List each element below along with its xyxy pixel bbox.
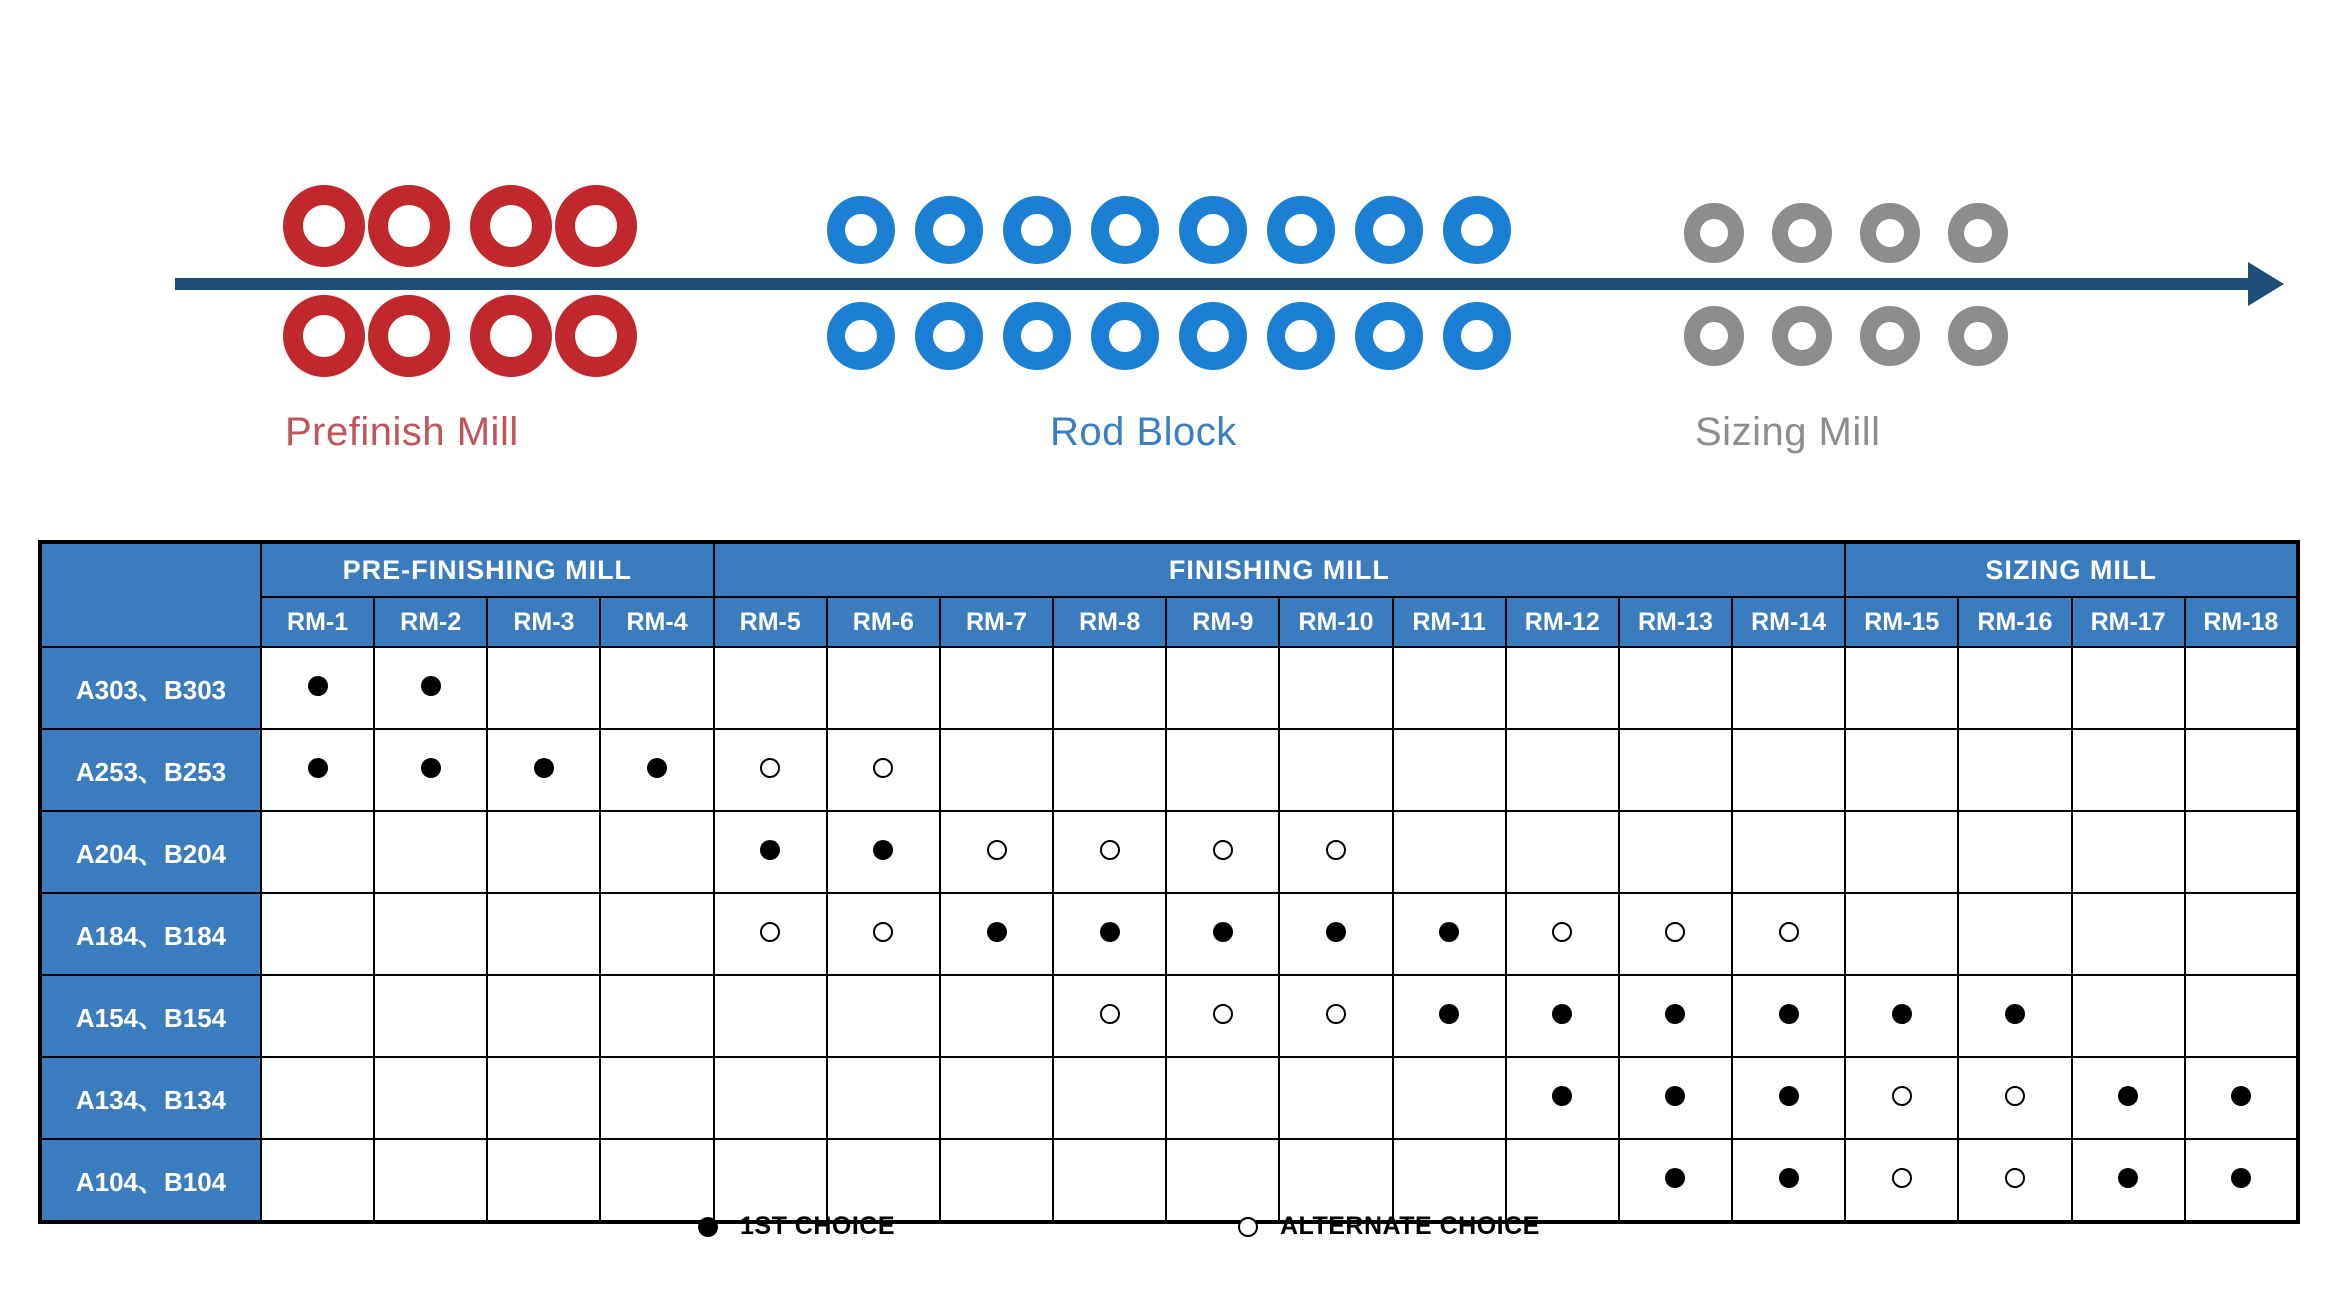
- matrix-cell-rm-14: [1732, 975, 1845, 1057]
- label-sizing-mill: Sizing Mill: [1695, 410, 1881, 454]
- table-row: [40, 647, 2298, 729]
- matrix-cell-rm-3: [487, 1057, 600, 1139]
- matrix-cell-rm-1: [261, 647, 374, 729]
- matrix-cell-rm-5: [714, 729, 827, 811]
- roll-ring-blue-bottom-6: [1267, 302, 1335, 370]
- roll-ring-red-top-1: [283, 185, 365, 267]
- matrix-cell-rm-13: [1619, 893, 1732, 975]
- roll-ring-gray-top-4: [1948, 203, 2008, 263]
- open-circle-icon: [1238, 1217, 1258, 1237]
- roll-ring-gray-top-3: [1860, 203, 1920, 263]
- matrix-cell-rm-17: [2072, 975, 2185, 1057]
- matrix-cell-rm-3: [487, 811, 600, 893]
- matrix-cell-rm-1: [261, 1057, 374, 1139]
- matrix-column-header-rm-6: RM-6: [827, 597, 940, 647]
- matrix-column-header-rm-3: RM-3: [487, 597, 600, 647]
- roll-ring-blue-bottom-8: [1443, 302, 1511, 370]
- matrix-cell-rm-18: [2185, 647, 2298, 729]
- filled-circle-icon: [1213, 922, 1233, 942]
- matrix-cell-rm-9: [1166, 893, 1279, 975]
- matrix-row-header: A253、B253: [40, 729, 261, 811]
- roll-ring-red-top-2: [368, 185, 450, 267]
- matrix-cell-rm-17: [2072, 1057, 2185, 1139]
- matrix-cell-rm-11: [1393, 811, 1506, 893]
- matrix-cell-rm-9: [1166, 647, 1279, 729]
- matrix-cell-rm-11: [1393, 893, 1506, 975]
- matrix-cell-rm-2: [374, 811, 487, 893]
- matrix-cell-rm-2: [374, 893, 487, 975]
- matrix-cell-rm-15: [1845, 893, 1958, 975]
- matrix-column-header-rm-1: RM-1: [261, 597, 374, 647]
- matrix-cell-rm-2: [374, 647, 487, 729]
- filled-circle-icon: [1326, 922, 1346, 942]
- roll-ring-red-bottom-3: [470, 295, 552, 377]
- roll-ring-gray-bottom-2: [1772, 306, 1832, 366]
- matrix-cell-rm-9: [1166, 1057, 1279, 1139]
- matrix-cell-rm-6: [827, 893, 940, 975]
- matrix-cell-rm-11: [1393, 975, 1506, 1057]
- matrix-cell-rm-17: [2072, 647, 2185, 729]
- matrix-cell-rm-15: [1845, 811, 1958, 893]
- matrix-cell-rm-8: [1053, 729, 1166, 811]
- open-circle-icon: [1100, 1004, 1120, 1024]
- matrix-group-header: PRE-FINISHING MILL: [261, 542, 714, 597]
- matrix-cell-rm-8: [1053, 647, 1166, 729]
- matrix-cell-rm-11: [1393, 729, 1506, 811]
- filled-circle-icon: [987, 922, 1007, 942]
- matrix-cell-rm-12: [1506, 729, 1619, 811]
- matrix-column-header-rm-8: RM-8: [1053, 597, 1166, 647]
- matrix-column-header-rm-12: RM-12: [1506, 597, 1619, 647]
- filled-circle-icon: [421, 676, 441, 696]
- matrix-column-header-rm-7: RM-7: [940, 597, 1053, 647]
- matrix-cell-rm-7: [940, 893, 1053, 975]
- open-circle-icon: [1213, 840, 1233, 860]
- matrix-cell-rm-3: [487, 729, 600, 811]
- matrix-cell-rm-5: [714, 647, 827, 729]
- open-circle-icon: [760, 758, 780, 778]
- matrix-column-header-rm-15: RM-15: [1845, 597, 1958, 647]
- roll-ring-blue-top-5: [1179, 196, 1247, 264]
- matrix-cell-rm-13: [1619, 975, 1732, 1057]
- matrix-row-header: A154、B154: [40, 975, 261, 1057]
- matrix-cell-rm-14: [1732, 1057, 1845, 1139]
- roll-ring-blue-bottom-1: [827, 302, 895, 370]
- filled-circle-icon: [760, 840, 780, 860]
- matrix-cell-rm-2: [374, 975, 487, 1057]
- matrix-cell-rm-16: [1958, 729, 2071, 811]
- matrix-cell-rm-12: [1506, 893, 1619, 975]
- roll-ring-blue-top-4: [1091, 196, 1159, 264]
- legend-first-choice-label: 1ST CHOICE: [740, 1212, 896, 1240]
- roll-ring-gray-top-2: [1772, 203, 1832, 263]
- matrix-cell-rm-7: [940, 729, 1053, 811]
- mill-layout-schematic: [0, 0, 2338, 520]
- filled-circle-icon: [1439, 922, 1459, 942]
- filled-circle-icon: [1665, 1168, 1685, 1188]
- open-circle-icon: [760, 922, 780, 942]
- matrix-cell-rm-6: [827, 729, 940, 811]
- matrix-cell-rm-5: [714, 811, 827, 893]
- filled-circle-icon: [1665, 1086, 1685, 1106]
- filled-circle-icon: [2231, 1086, 2251, 1106]
- roll-ring-blue-top-6: [1267, 196, 1335, 264]
- label-prefinish-mill: Prefinish Mill: [285, 410, 519, 454]
- matrix-row-header: A184、B184: [40, 893, 261, 975]
- roll-ring-blue-top-7: [1355, 196, 1423, 264]
- matrix-cell-rm-17: [2072, 893, 2185, 975]
- stand-selection-matrix: [38, 540, 2300, 1224]
- matrix-cell-rm-9: [1166, 729, 1279, 811]
- roll-ring-blue-top-3: [1003, 196, 1071, 264]
- roll-ring-blue-bottom-2: [915, 302, 983, 370]
- table-row: [40, 893, 2298, 975]
- matrix-column-header-rm-17: RM-17: [2072, 597, 2185, 647]
- matrix-column-header-rm-18: RM-18: [2185, 597, 2298, 647]
- filled-circle-icon: [698, 1217, 718, 1237]
- rolling-direction-arrow-icon: [2248, 262, 2284, 306]
- matrix-cell-rm-12: [1506, 1057, 1619, 1139]
- matrix-cell-rm-15: [1845, 1057, 1958, 1139]
- matrix-group-header: SIZING MILL: [1845, 542, 2298, 597]
- matrix-cell-rm-17: [2072, 811, 2185, 893]
- legend: [38, 1200, 2300, 1260]
- matrix-table: [38, 540, 2300, 1224]
- roll-ring-red-bottom-1: [283, 295, 365, 377]
- matrix-cell-rm-8: [1053, 893, 1166, 975]
- open-circle-icon: [1326, 1004, 1346, 1024]
- roll-ring-red-top-4: [555, 185, 637, 267]
- matrix-cell-rm-16: [1958, 811, 2071, 893]
- roll-ring-gray-bottom-3: [1860, 306, 1920, 366]
- matrix-cell-rm-12: [1506, 647, 1619, 729]
- filled-circle-icon: [2231, 1168, 2251, 1188]
- filled-circle-icon: [1100, 922, 1120, 942]
- filled-circle-icon: [2118, 1168, 2138, 1188]
- matrix-cell-rm-18: [2185, 975, 2298, 1057]
- matrix-column-header-rm-10: RM-10: [1279, 597, 1392, 647]
- roll-ring-blue-bottom-4: [1091, 302, 1159, 370]
- matrix-body: [40, 647, 2298, 1222]
- matrix-cell-rm-13: [1619, 647, 1732, 729]
- open-circle-icon: [2005, 1168, 2025, 1188]
- matrix-cell-rm-1: [261, 729, 374, 811]
- matrix-cell-rm-13: [1619, 729, 1732, 811]
- matrix-head: [40, 542, 2298, 647]
- matrix-cell-rm-15: [1845, 975, 1958, 1057]
- matrix-group-row: [40, 542, 2298, 597]
- matrix-cell-rm-1: [261, 975, 374, 1057]
- roll-ring-gray-bottom-1: [1684, 306, 1744, 366]
- table-row: [40, 1057, 2298, 1139]
- matrix-cell-rm-16: [1958, 1057, 2071, 1139]
- filled-circle-icon: [647, 758, 667, 778]
- matrix-row-header: A204、B204: [40, 811, 261, 893]
- open-circle-icon: [1779, 922, 1799, 942]
- matrix-cell-rm-4: [600, 647, 713, 729]
- matrix-cell-rm-4: [600, 893, 713, 975]
- matrix-column-header-rm-14: RM-14: [1732, 597, 1845, 647]
- matrix-cell-rm-8: [1053, 975, 1166, 1057]
- matrix-cell-rm-14: [1732, 647, 1845, 729]
- open-circle-icon: [1892, 1168, 1912, 1188]
- matrix-cell-rm-15: [1845, 647, 1958, 729]
- matrix-group-header: FINISHING MILL: [714, 542, 1846, 597]
- filled-circle-icon: [1779, 1168, 1799, 1188]
- table-row: [40, 729, 2298, 811]
- matrix-cell-rm-18: [2185, 729, 2298, 811]
- matrix-column-header-rm-2: RM-2: [374, 597, 487, 647]
- roll-ring-blue-top-8: [1443, 196, 1511, 264]
- matrix-column-header-rm-4: RM-4: [600, 597, 713, 647]
- matrix-cell-rm-8: [1053, 1057, 1166, 1139]
- roll-ring-blue-bottom-7: [1355, 302, 1423, 370]
- matrix-cell-rm-16: [1958, 647, 2071, 729]
- matrix-column-header-rm-16: RM-16: [1958, 597, 2071, 647]
- filled-circle-icon: [1439, 1004, 1459, 1024]
- roll-ring-blue-top-2: [915, 196, 983, 264]
- matrix-cell-rm-4: [600, 729, 713, 811]
- matrix-cell-rm-3: [487, 647, 600, 729]
- matrix-cell-rm-10: [1279, 893, 1392, 975]
- filled-circle-icon: [1892, 1004, 1912, 1024]
- open-circle-icon: [873, 758, 893, 778]
- matrix-cell-rm-10: [1279, 647, 1392, 729]
- matrix-row-header: A134、B134: [40, 1057, 261, 1139]
- matrix-cell-rm-6: [827, 975, 940, 1057]
- roll-ring-red-bottom-4: [555, 295, 637, 377]
- table-row: [40, 975, 2298, 1057]
- matrix-cell-rm-7: [940, 811, 1053, 893]
- legend-alternate-choice-label: ALTERNATE CHOICE: [1280, 1212, 1540, 1240]
- matrix-cell-rm-11: [1393, 647, 1506, 729]
- matrix-column-header-rm-13: RM-13: [1619, 597, 1732, 647]
- filled-circle-icon: [1779, 1004, 1799, 1024]
- matrix-cell-rm-9: [1166, 811, 1279, 893]
- matrix-row-header: A303、B303: [40, 647, 261, 729]
- matrix-column-header-rm-9: RM-9: [1166, 597, 1279, 647]
- matrix-cell-rm-14: [1732, 893, 1845, 975]
- filled-circle-icon: [2118, 1086, 2138, 1106]
- matrix-cell-rm-18: [2185, 811, 2298, 893]
- matrix-cell-rm-18: [2185, 893, 2298, 975]
- roll-ring-blue-bottom-3: [1003, 302, 1071, 370]
- roll-ring-red-bottom-2: [368, 295, 450, 377]
- matrix-cell-rm-11: [1393, 1057, 1506, 1139]
- matrix-cell-rm-10: [1279, 975, 1392, 1057]
- roll-ring-gray-bottom-4: [1948, 306, 2008, 366]
- matrix-row-header: A104、B104: [40, 1139, 261, 1222]
- matrix-cell-rm-4: [600, 1057, 713, 1139]
- matrix-cell-rm-5: [714, 975, 827, 1057]
- matrix-cell-rm-1: [261, 811, 374, 893]
- matrix-cell-rm-9: [1166, 975, 1279, 1057]
- matrix-cell-rm-15: [1845, 729, 1958, 811]
- open-circle-icon: [873, 922, 893, 942]
- matrix-cell-rm-14: [1732, 811, 1845, 893]
- matrix-cell-rm-1: [261, 893, 374, 975]
- legend-alternate-choice: [1238, 1212, 1540, 1241]
- matrix-column-header-rm-11: RM-11: [1393, 597, 1506, 647]
- matrix-cell-rm-3: [487, 975, 600, 1057]
- matrix-cell-rm-12: [1506, 811, 1619, 893]
- filled-circle-icon: [1552, 1086, 1572, 1106]
- matrix-cell-rm-6: [827, 647, 940, 729]
- open-circle-icon: [2005, 1086, 2025, 1106]
- open-circle-icon: [1552, 922, 1572, 942]
- open-circle-icon: [1326, 840, 1346, 860]
- roll-ring-blue-bottom-5: [1179, 302, 1247, 370]
- filled-circle-icon: [1552, 1004, 1572, 1024]
- matrix-cell-rm-13: [1619, 1057, 1732, 1139]
- open-circle-icon: [1213, 1004, 1233, 1024]
- filled-circle-icon: [1779, 1086, 1799, 1106]
- open-circle-icon: [1665, 922, 1685, 942]
- open-circle-icon: [1892, 1086, 1912, 1106]
- filled-circle-icon: [421, 758, 441, 778]
- open-circle-icon: [987, 840, 1007, 860]
- filled-circle-icon: [308, 758, 328, 778]
- matrix-cell-rm-6: [827, 811, 940, 893]
- matrix-cell-rm-4: [600, 975, 713, 1057]
- filled-circle-icon: [873, 840, 893, 860]
- matrix-column-row: [40, 597, 2298, 647]
- matrix-cell-rm-7: [940, 975, 1053, 1057]
- matrix-cell-rm-7: [940, 647, 1053, 729]
- matrix-cell-rm-2: [374, 729, 487, 811]
- rolling-line: [175, 278, 2260, 290]
- filled-circle-icon: [308, 676, 328, 696]
- matrix-cell-rm-7: [940, 1057, 1053, 1139]
- roll-ring-blue-top-1: [827, 196, 895, 264]
- matrix-cell-rm-16: [1958, 893, 2071, 975]
- matrix-cell-rm-6: [827, 1057, 940, 1139]
- roll-ring-red-top-3: [470, 185, 552, 267]
- matrix-cell-rm-10: [1279, 1057, 1392, 1139]
- matrix-cell-rm-16: [1958, 975, 2071, 1057]
- matrix-cell-rm-18: [2185, 1057, 2298, 1139]
- matrix-cell-rm-10: [1279, 811, 1392, 893]
- open-circle-icon: [1100, 840, 1120, 860]
- matrix-corner-cell: [40, 542, 261, 647]
- matrix-cell-rm-5: [714, 893, 827, 975]
- filled-circle-icon: [2005, 1004, 2025, 1024]
- roll-ring-gray-top-1: [1684, 203, 1744, 263]
- matrix-cell-rm-3: [487, 893, 600, 975]
- matrix-cell-rm-14: [1732, 729, 1845, 811]
- matrix-cell-rm-5: [714, 1057, 827, 1139]
- filled-circle-icon: [534, 758, 554, 778]
- matrix-cell-rm-4: [600, 811, 713, 893]
- matrix-cell-rm-12: [1506, 975, 1619, 1057]
- matrix-cell-rm-10: [1279, 729, 1392, 811]
- matrix-cell-rm-17: [2072, 729, 2185, 811]
- matrix-cell-rm-2: [374, 1057, 487, 1139]
- matrix-cell-rm-13: [1619, 811, 1732, 893]
- legend-first-choice: [698, 1212, 895, 1241]
- label-rod-block: Rod Block: [1050, 410, 1237, 454]
- filled-circle-icon: [1665, 1004, 1685, 1024]
- table-row: [40, 811, 2298, 893]
- matrix-cell-rm-8: [1053, 811, 1166, 893]
- matrix-column-header-rm-5: RM-5: [714, 597, 827, 647]
